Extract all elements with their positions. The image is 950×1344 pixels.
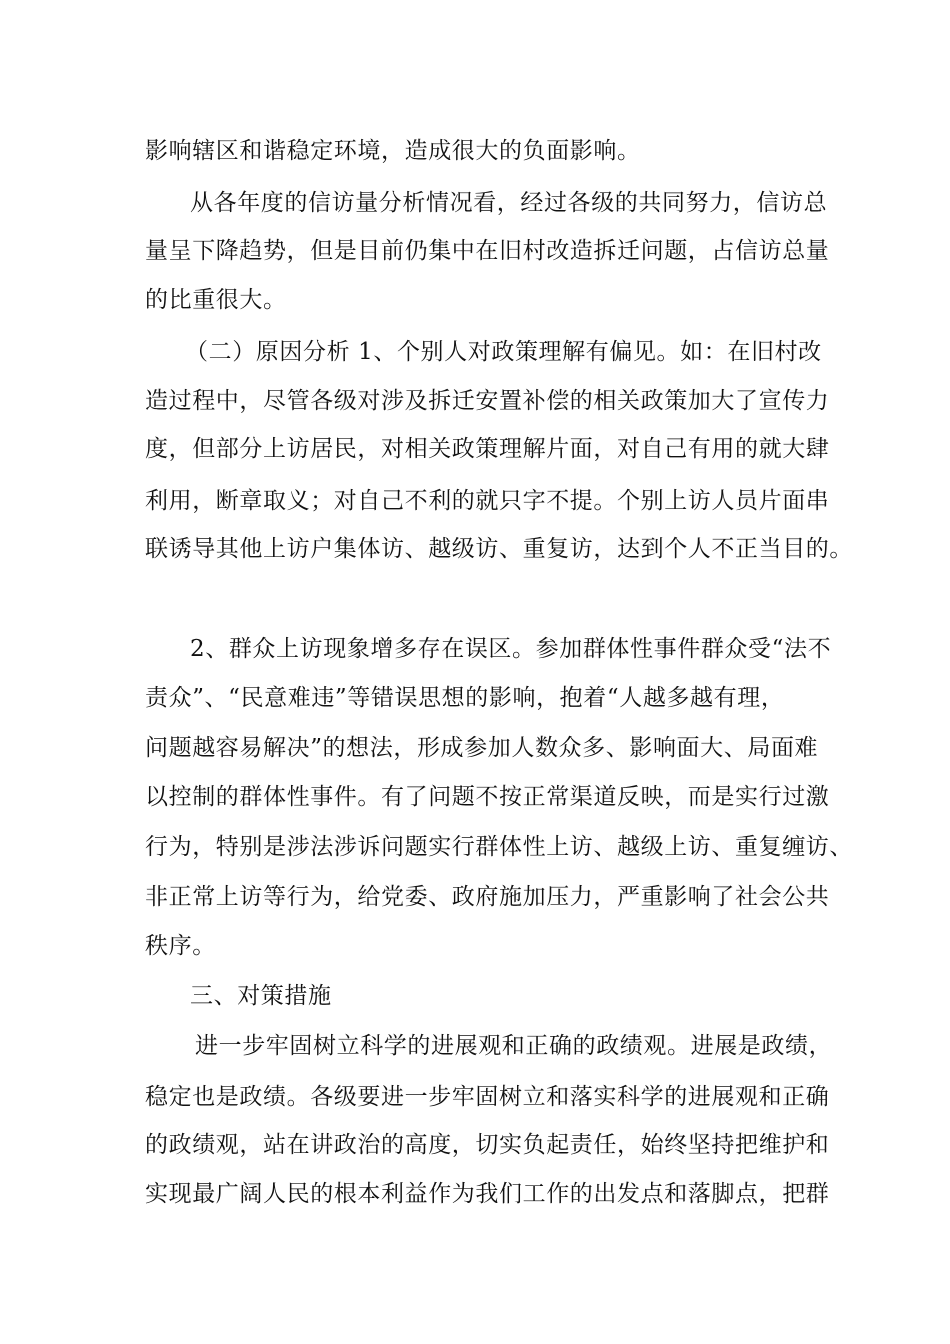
text-line: 秩序。: [145, 933, 216, 959]
text-line: 行为，特别是涉法涉诉问题实行群体性上访、越级上访、重复缠访、: [145, 834, 853, 860]
text-line: 度，但部分上访居民，对相关政策理解片面，对自己有用的就大肆: [145, 436, 830, 462]
paragraph-first-line: 进一步牢固树立科学的进展观和正确的政绩观。进展是政绩，: [195, 1033, 833, 1059]
text-line: 的比重很大。: [145, 287, 287, 313]
text-line: 问题越容易解决”的想法，形成参加人数众多、影响面大、局面难: [145, 735, 819, 761]
text-line: 以控制的群体性事件。有了问题不按正常渠道反映，而是实行过激: [145, 784, 830, 810]
text-line: 利用，断章取义；对自己不利的就只字不提。个别上访人员片面串: [145, 488, 830, 514]
text-line: 责众”、“民意难违”等错误思想的影响，抱着“人越多越有理，: [145, 685, 785, 711]
paragraph-first-line: 从各年度的信访量分析情况看，经过各级的共同努力，信访总: [190, 190, 828, 216]
text-line: 实现最广阔人民的根本利益作为我们工作的出发点和落脚点，把群: [145, 1181, 830, 1207]
text-line: 稳定也是政绩。各级要进一步牢固树立和落实科学的进展观和正确: [145, 1084, 830, 1110]
text-line: 非正常上访等行为，给党委、政府施加压力，严重影响了社会公共: [145, 884, 830, 910]
text-line: 影响辖区和谐稳定环境，造成很大的负面影响。: [145, 138, 641, 164]
text-line: 的政绩观，站在讲政治的高度，切实负起责任，始终坚持把维护和: [145, 1132, 830, 1158]
section-heading: 三、对策措施: [190, 983, 332, 1009]
text-line: 造过程中，尽管各级对涉及拆迁安置补偿的相关政策加大了宣传力: [145, 388, 830, 414]
paragraph-first-line: （二）原因分析 1、个别人对政策理解有偏见。如：在旧村改: [185, 339, 822, 365]
paragraph-first-line: 2、群众上访现象增多存在误区。参加群体性事件群众受“法不: [190, 636, 832, 662]
text-line: 量呈下降趋势，但是目前仍集中在旧村改造拆迁问题，占信访总量: [145, 238, 830, 264]
text-line: 联诱导其他上访户集体访、越级访、重复访，达到个人不正当目的。: [145, 536, 853, 562]
